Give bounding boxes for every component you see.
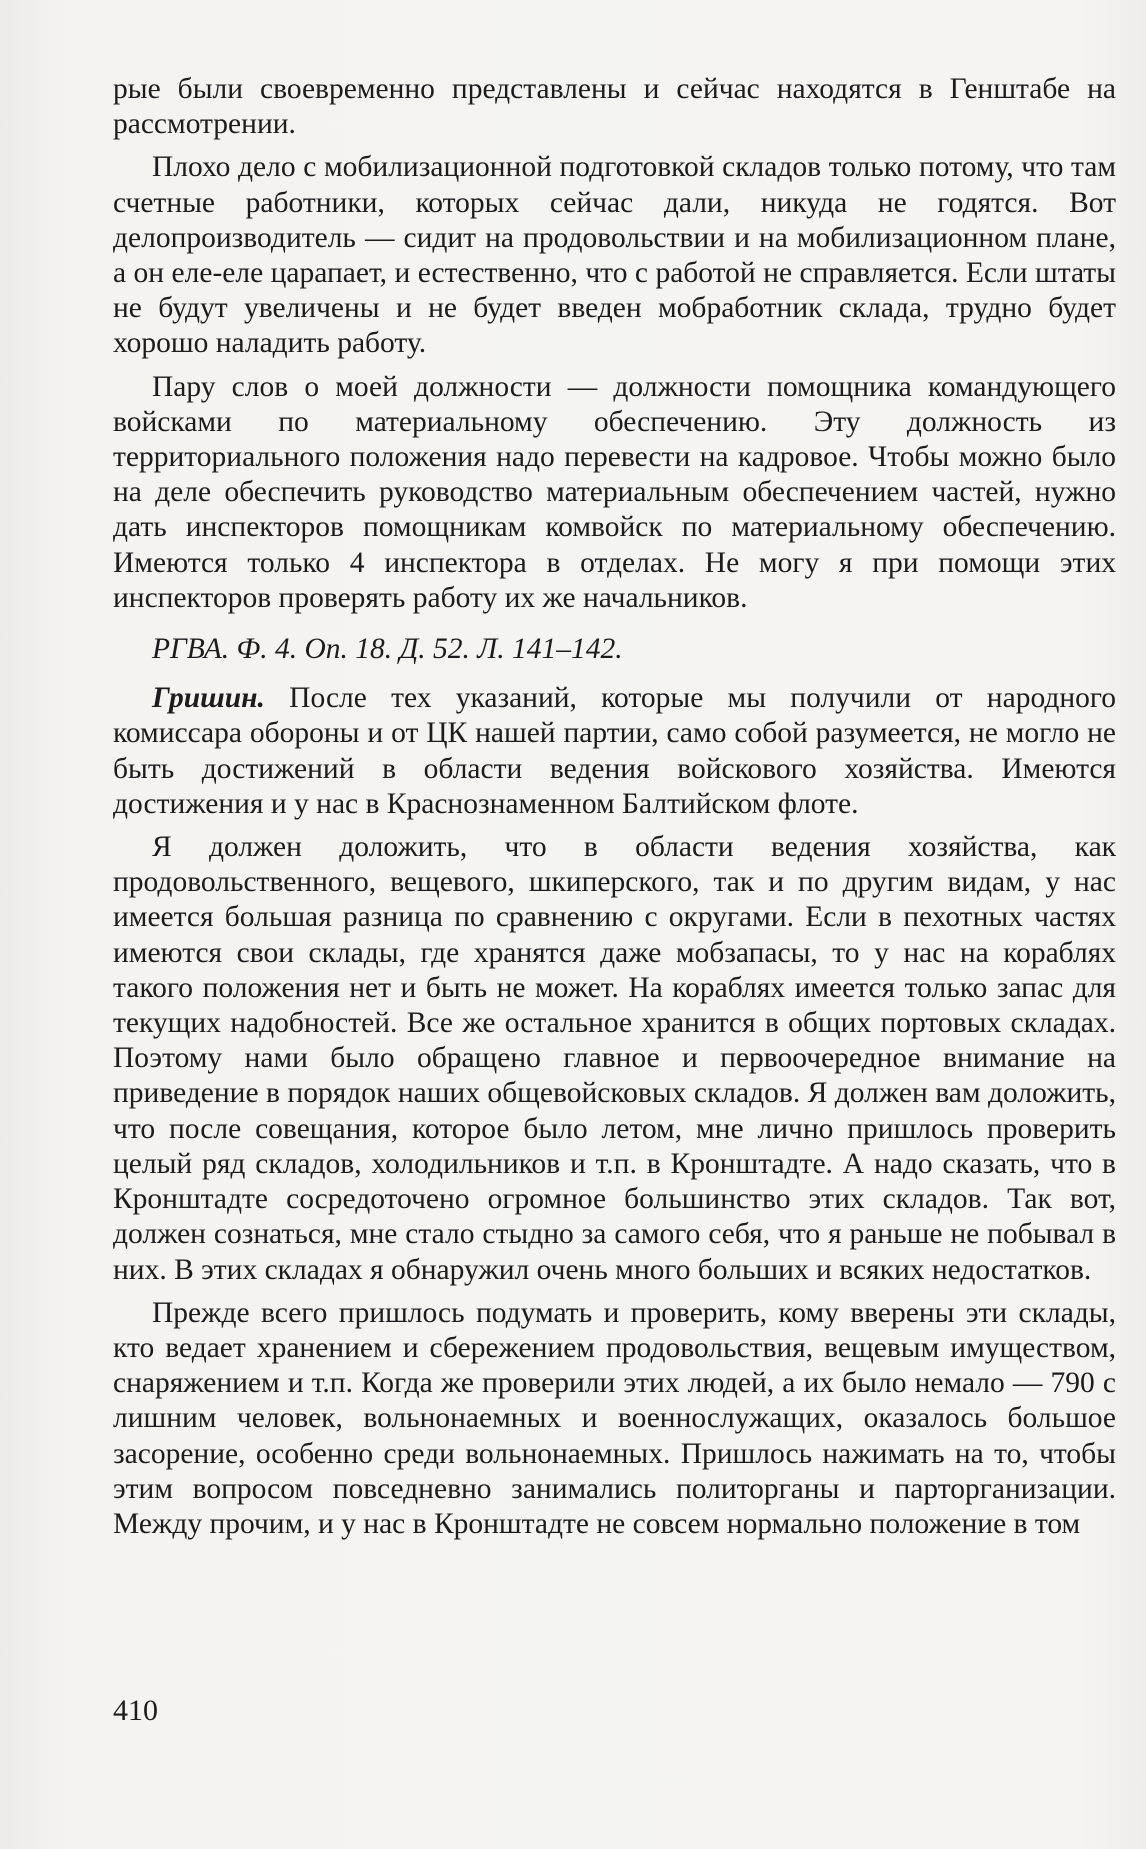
paragraph-position: Пару слов о моей должности — должности помощника командующего войсками по материальному обеспечению. Эту должность из территориального положения надо перевести на кадровое. Чтобы можно было на деле обеспечить руководство материальным обеспечением частей, нужно дать инспекторов помощникам комвойск по материальному обеспечению. Имеются только 4 инспектора в отделах. Не могу я при помощи этих инспекторов проверять работу их же начальников. xyxy=(113,370,1116,614)
paragraph-continued: рые были своевременно представлены и сейчас находятся в Генштабе на рассмотрении. xyxy=(113,73,1116,141)
page-number: 410 xyxy=(113,1694,158,1727)
speech-text: После тех указаний, которые мы получили от народного комиссара обороны и от ЦК нашей партии, само собой разумеется, не могло не быть достижений в области ведения войскового хозяйства. Имеются достижения и у нас в Краснознаменном Балтийском флоте. xyxy=(113,682,1116,820)
archive-source-citation: РГВА. Ф. 4. Оп. 18. Д. 52. Л. 141–142. xyxy=(152,633,623,666)
paragraph-mobilization: Плохо дело с мобилизационной подготовкой складов только потому, что там счетные работники, которых сейчас дали, никуда не годятся. Вот делопроизводитель — сидит на продовольствии и на мобилизационном плане, а он еле-еле царапает, и естественно, что с работой не справляется. Если штаты не будут увеличены и не будет введен мобработник склада, трудно будет хорошо наладить работу. xyxy=(113,151,1116,360)
speaker-name: Гришин. xyxy=(152,682,265,715)
body-text xyxy=(113,72,1116,1550)
paragraph-personnel: Прежде всего пришлось подумать и проверить, кому вверены эти склады, кто ведает хранением и сбережением продовольствия, вещевым имуществом, снаряжением и т.п. Когда же проверили этих людей, а их было немало — 790 с лишним человек, вольнонаемных и военнослужащих, оказалось большое засорение, особенно среди вольнонаемных. Пришлось нажимать на то, чтобы этим вопросом повседневно занимались политорганы и парторганизации. Между прочим, и у нас в Кронштадте не совсем нормально положение в том xyxy=(113,1296,1116,1540)
paragraph-speech-start xyxy=(113,681,1116,822)
paragraph-warehouses: Я должен доложить, что в области ведения хозяйства, как продовольственного, вещевого, шкиперского, так и по другим видам, у нас имеется большая разница по сравнению с округами. Если в пехотных частях имеются свои склады, где хранятся даже мобзапасы, то у нас на кораблях такого положения нет и быть не может. На кораблях имеется только запас для текущих надобностей. Все же остальное хранится в общих портовых складах. Поэтому нами было обращено главное и первоочередное внимание на приведение в порядок наших общевойсковых складов. Я должен вам доложить, что после совещания, которое было летом, мне лично пришлось проверить целый ряд складов, холодильников и т.п. в Кронштадте. А надо сказать, что в Кронштадте сосредоточено огромное большинство этих складов. Так вот, должен сознаться, мне стало стыдно за самого себя, что я раньше не побывал в них. В этих складах я обнаружил очень много больших и всяких недостатков. xyxy=(113,831,1116,1286)
